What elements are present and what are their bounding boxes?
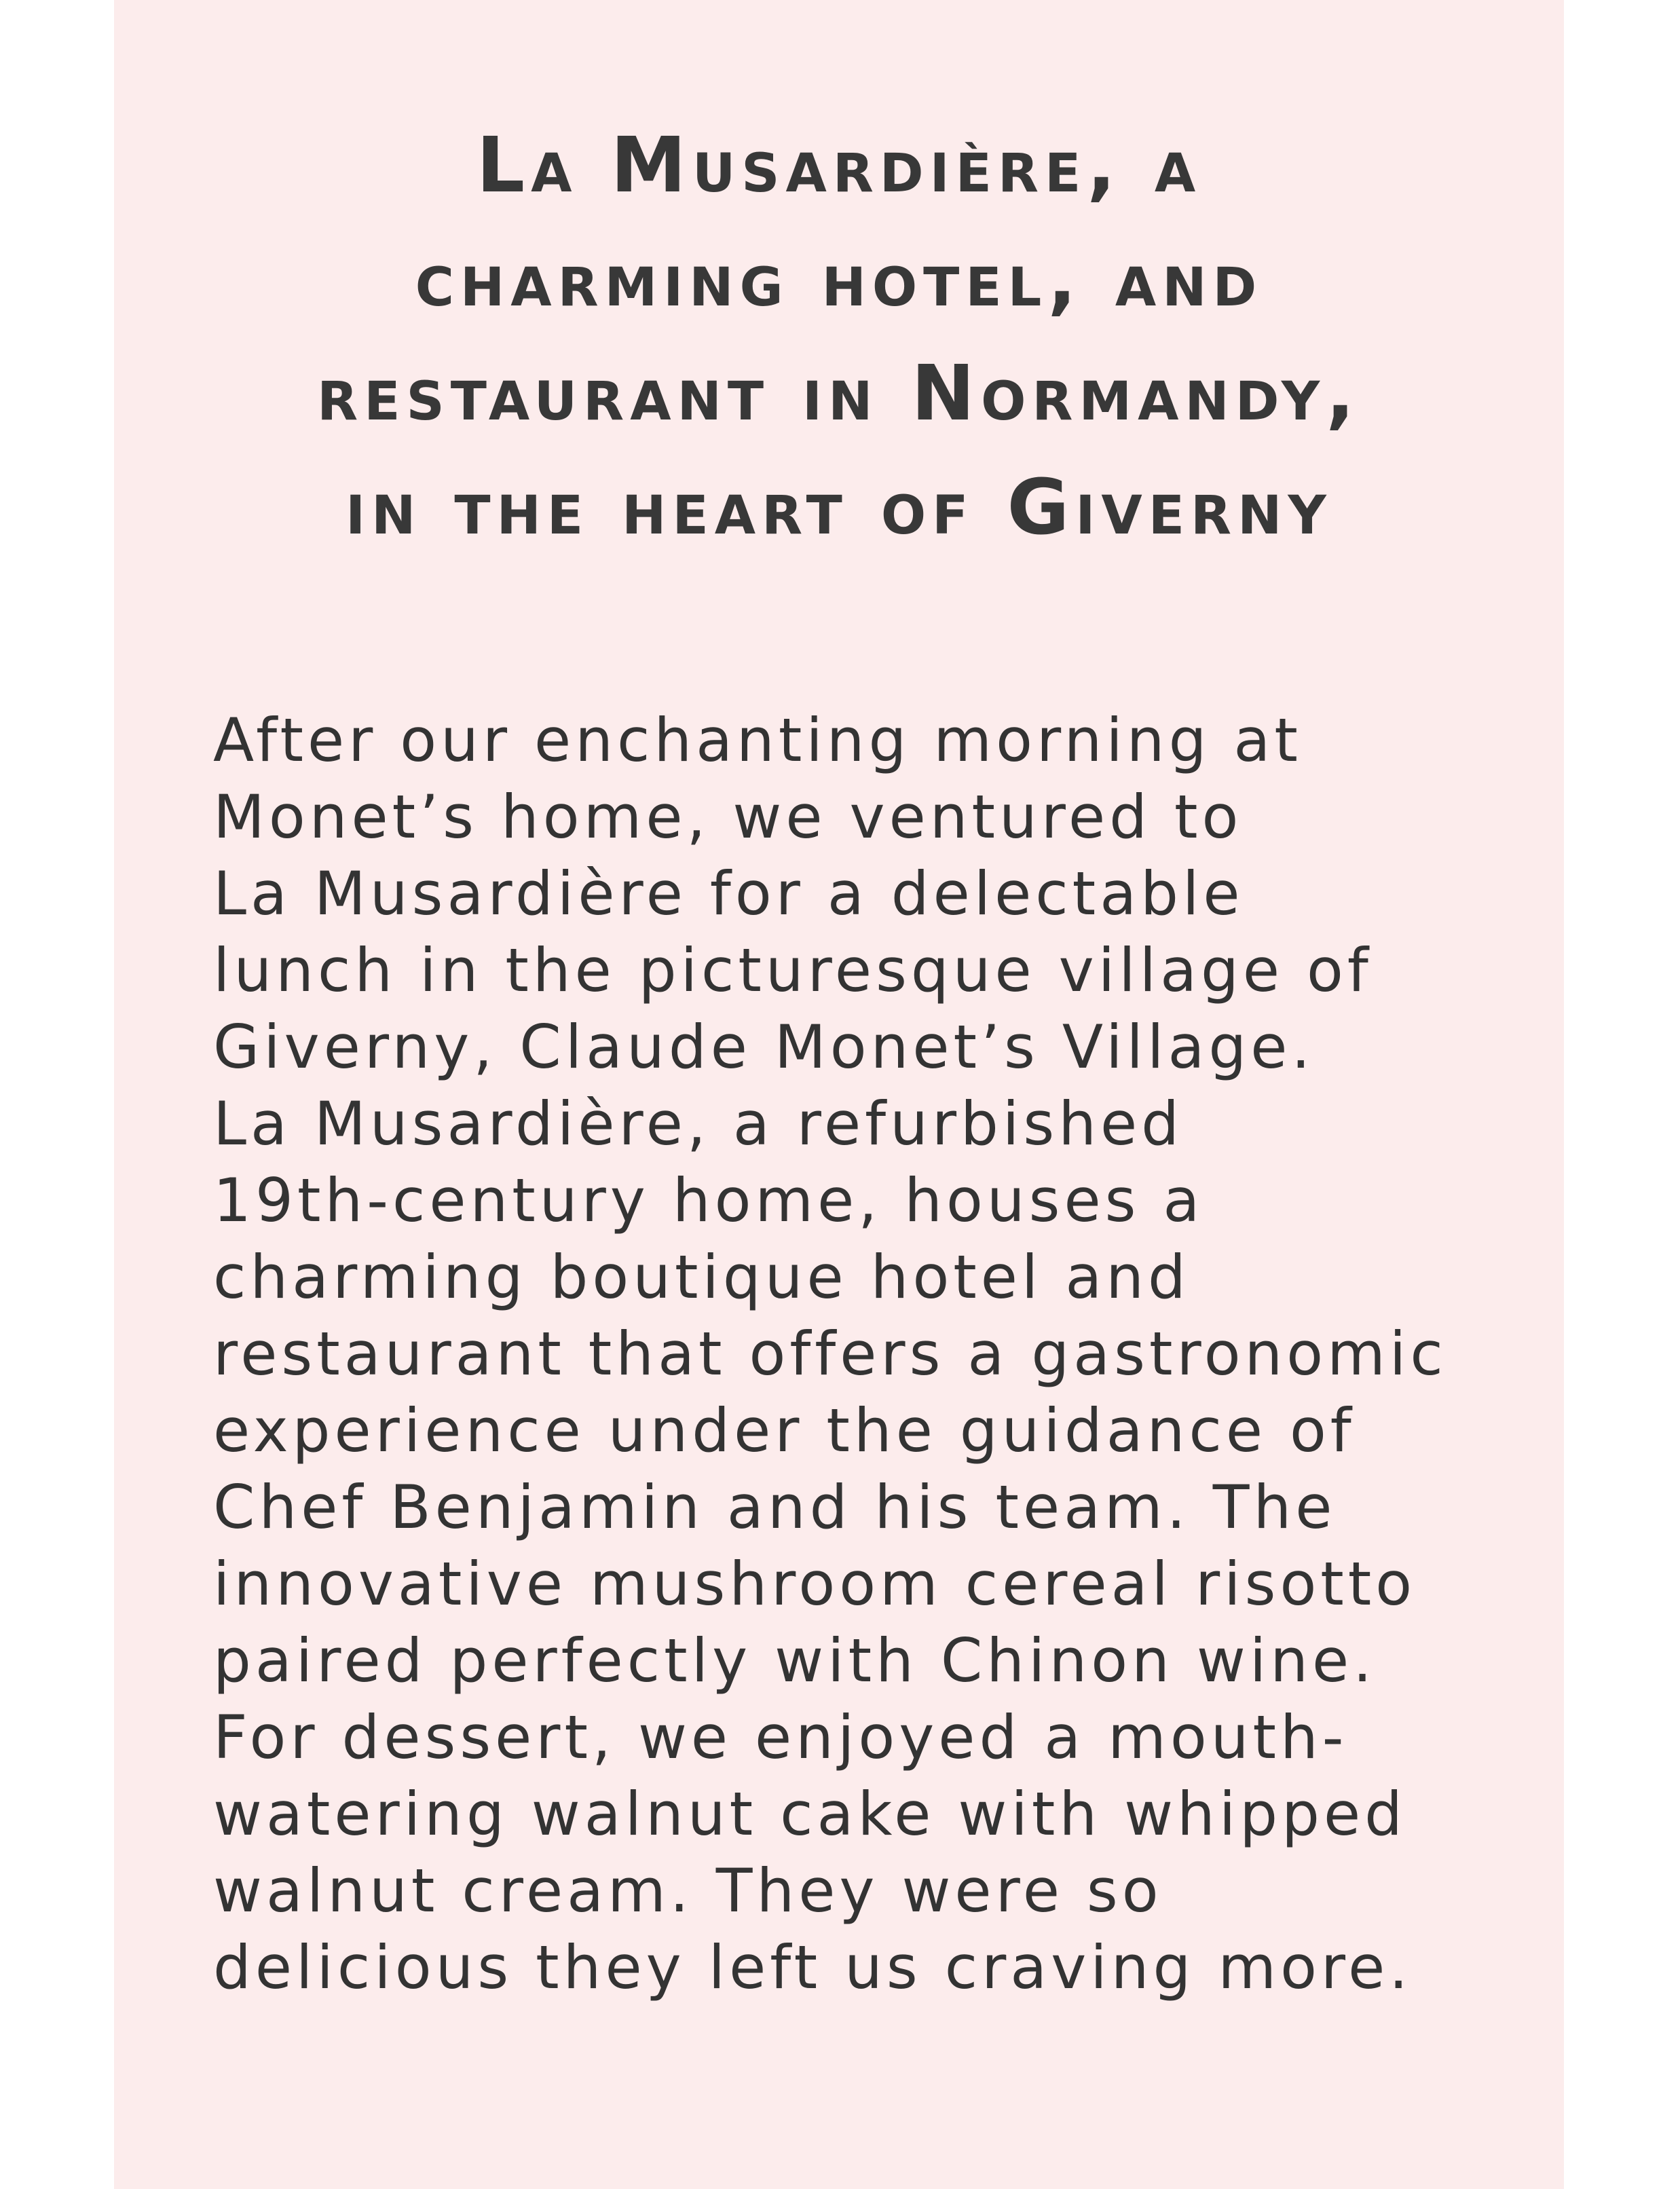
body-line: experience under the guidance of bbox=[213, 1396, 1356, 1465]
body-line: walnut cream. They were so bbox=[213, 1856, 1163, 1926]
title-line: in the heart of Giverny bbox=[346, 464, 1332, 552]
title-line: charming hotel, and bbox=[415, 236, 1263, 324]
body-line: watering walnut cake with whipped bbox=[213, 1779, 1406, 1849]
article-panel bbox=[114, 0, 1564, 2189]
body-line: After our enchanting morning at bbox=[213, 705, 1302, 775]
body-line: delicious they left us craving more. bbox=[213, 1932, 1413, 2002]
article-title bbox=[114, 109, 1564, 565]
body-line: innovative mushroom cereal risotto bbox=[213, 1549, 1417, 1619]
title-line: restaurant in Normandy, bbox=[317, 350, 1361, 438]
body-line: 19th-century home, houses a bbox=[213, 1165, 1204, 1235]
body-line: La Musardière for a delectable bbox=[213, 859, 1244, 929]
body-line: Monet’s home, we ventured to bbox=[213, 782, 1243, 852]
body-line: restaurant that offers a gastronomic bbox=[213, 1319, 1447, 1389]
body-line: charming boutique hotel and bbox=[213, 1242, 1190, 1312]
body-line: Chef Benjamin and his team. The bbox=[213, 1472, 1337, 1542]
body-line: lunch in the picturesque village of bbox=[213, 935, 1373, 1005]
title-line: La Musardière, a bbox=[476, 121, 1202, 210]
article-body bbox=[213, 702, 1544, 2006]
body-line: For dessert, we enjoyed a mouth- bbox=[213, 1702, 1348, 1772]
body-line: La Musardière, a refurbished bbox=[213, 1089, 1183, 1159]
body-line: paired perfectly with Chinon wine. bbox=[213, 1626, 1377, 1696]
body-line: Giverny, Claude Monet’s Village. bbox=[213, 1012, 1315, 1082]
